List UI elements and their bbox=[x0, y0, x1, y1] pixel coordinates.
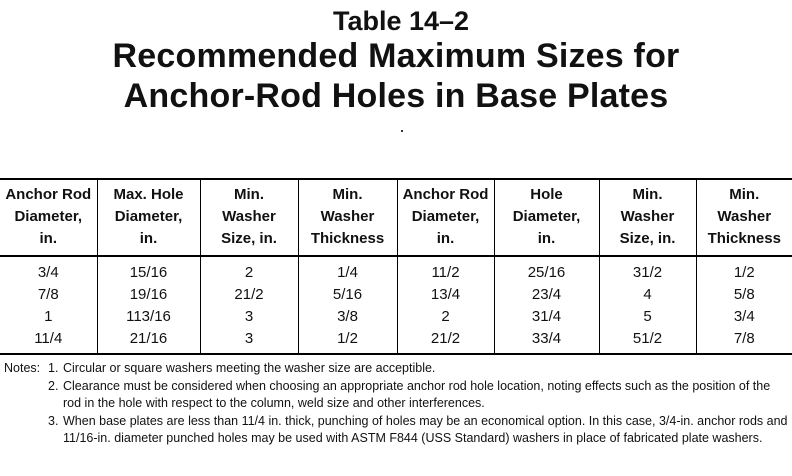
column-header bbox=[494, 179, 599, 256]
table-cell: 1/2 bbox=[298, 328, 397, 354]
table-cell: 13/4 bbox=[397, 284, 494, 306]
table-title-line-1: Recommended Maximum Sizes for bbox=[112, 37, 680, 75]
column-header-line: Min. bbox=[234, 186, 264, 203]
table-cell: 4 bbox=[599, 284, 696, 306]
column-header-line: Diameter, bbox=[114, 208, 183, 225]
title-block bbox=[0, 6, 792, 116]
column-header-line: Diameter, bbox=[512, 208, 581, 225]
table-row bbox=[0, 284, 792, 306]
table-cell: 11/2 bbox=[397, 256, 494, 284]
column-header-line: Hole bbox=[530, 186, 563, 203]
table-cell: 3/4 bbox=[37, 264, 59, 281]
notes-label bbox=[4, 413, 48, 448]
table-cell: 1 bbox=[44, 308, 53, 325]
column-header-line: Min. bbox=[729, 186, 760, 203]
note-item bbox=[4, 378, 788, 413]
table-cell: 15/16 bbox=[97, 256, 200, 284]
table-body bbox=[0, 256, 792, 354]
table-cell: 2 bbox=[397, 306, 494, 328]
table-cell: 1/4 bbox=[298, 256, 397, 284]
table-row bbox=[0, 306, 792, 328]
notes-label: Notes: bbox=[4, 361, 41, 375]
table-cell: 19/16 bbox=[97, 284, 200, 306]
column-header-line: Washer bbox=[620, 208, 675, 225]
column-header bbox=[200, 179, 298, 256]
table-cell: 33/4 bbox=[494, 328, 599, 354]
note-text: When base plates are less than 11/4 in. thick, punching of holes may be an economical option. In this case, 3/4-in. anchor rods and 11/16-in. diameter punched holes may be used with ASTM F844 (USS Standard) washers in place of fabricated plate washers. bbox=[63, 413, 788, 445]
column-header bbox=[599, 179, 696, 256]
notes-label bbox=[4, 378, 48, 413]
column-header-line: Washer bbox=[320, 208, 375, 225]
column-header-line: Size, in. bbox=[221, 230, 277, 247]
column-header bbox=[298, 179, 397, 256]
table-cell: 3 bbox=[200, 328, 298, 354]
table-cell: 7/8 bbox=[37, 286, 59, 303]
table-cell: 21/2 bbox=[397, 328, 494, 354]
column-header-line: Anchor Rod bbox=[402, 186, 489, 203]
column-header-line: Min. bbox=[632, 186, 663, 203]
table-cell: 31/2 bbox=[599, 256, 696, 284]
table-row bbox=[0, 256, 792, 284]
note-item bbox=[4, 360, 788, 378]
column-header-line: Thickness bbox=[707, 230, 781, 247]
column-header-line: in. bbox=[139, 230, 158, 247]
note-text: Circular or square washers meeting the washer size are acceptible. bbox=[63, 361, 436, 375]
table-title-line-2: Anchor-Rod Holes in Base Plates bbox=[123, 77, 669, 115]
column-header-line: Diameter, bbox=[411, 208, 480, 225]
note-number: 3. bbox=[48, 413, 59, 428]
table-cell: 23/4 bbox=[494, 284, 599, 306]
table-cell: 5/16 bbox=[298, 284, 397, 306]
column-header-line: Max. Hole bbox=[113, 186, 184, 203]
notes-section bbox=[4, 360, 788, 448]
anchor-rod-table bbox=[0, 178, 792, 355]
column-header bbox=[397, 179, 494, 256]
column-header-line: Size, in. bbox=[619, 230, 676, 247]
column-header bbox=[0, 179, 97, 256]
note-item bbox=[4, 413, 788, 448]
note-number: 1. bbox=[48, 361, 59, 375]
stray-mark bbox=[401, 130, 403, 132]
column-header bbox=[696, 179, 792, 256]
table-cell: 25/16 bbox=[494, 256, 599, 284]
table-cell: 3 bbox=[200, 306, 298, 328]
table-cell: 1/2 bbox=[696, 256, 792, 284]
table-cell: 5/8 bbox=[696, 284, 792, 306]
table-cell: 3/4 bbox=[696, 306, 792, 328]
table-cell: 11/4 bbox=[0, 328, 97, 354]
column-header-line: in. bbox=[39, 230, 57, 247]
note-text: Clearance must be considered when choosing an appropriate anchor rod hole location, noting effects such as the position of the rod in the hole with respect to the column, weld size and other interferences. bbox=[63, 378, 771, 410]
table-cell: 113/16 bbox=[97, 306, 200, 328]
table-cell: 3/8 bbox=[298, 306, 397, 328]
column-header-line: Thickness bbox=[310, 230, 385, 247]
column-header-line: in. bbox=[436, 230, 455, 247]
table-cell: 21/2 bbox=[200, 284, 298, 306]
column-header-line: in. bbox=[537, 230, 556, 247]
table-cell: 51/2 bbox=[599, 328, 696, 354]
header-row bbox=[0, 179, 792, 256]
column-header-line: Diameter, bbox=[14, 208, 83, 225]
table-cell: 31/4 bbox=[494, 306, 599, 328]
column-header-line: Anchor Rod bbox=[5, 186, 92, 203]
note-number: 2. bbox=[48, 378, 59, 393]
table-cell: 2 bbox=[200, 256, 298, 284]
column-header-line: Washer bbox=[222, 208, 276, 225]
column-header bbox=[97, 179, 200, 256]
table-cell: 5 bbox=[599, 306, 696, 328]
table-number: Table 14–2 bbox=[332, 6, 470, 36]
table-row bbox=[0, 328, 792, 354]
column-header-line: Min. bbox=[332, 186, 363, 203]
table-cell: 7/8 bbox=[696, 328, 792, 354]
table-cell: 21/16 bbox=[97, 328, 200, 354]
column-header-line: Washer bbox=[717, 208, 772, 225]
